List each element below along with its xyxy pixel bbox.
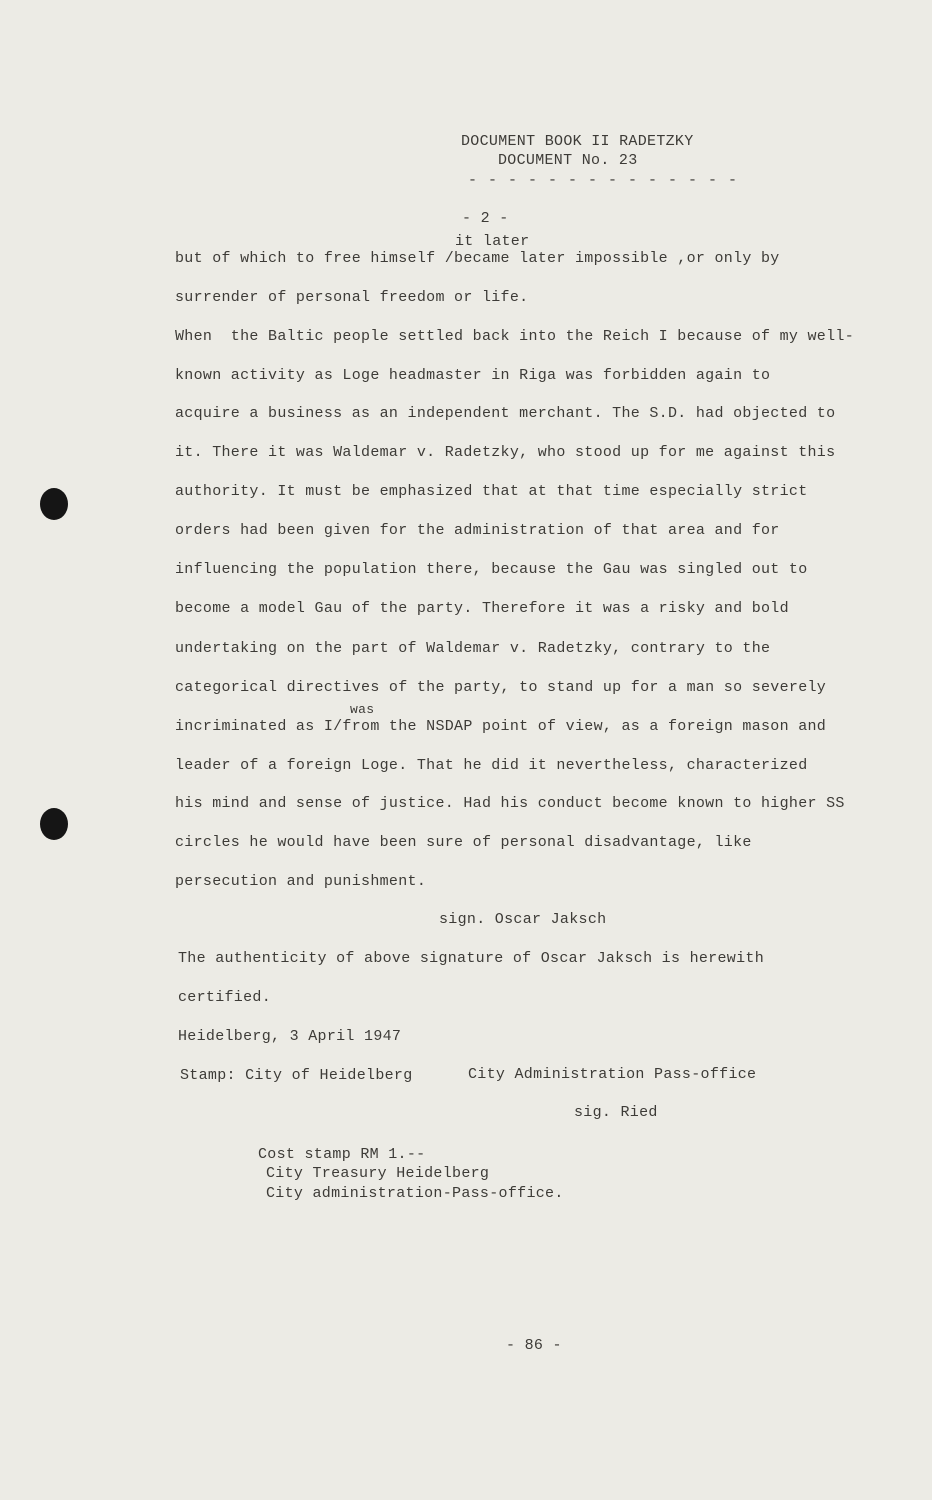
cost-stamp-line-1: Cost stamp RM 1.--	[258, 1146, 426, 1163]
body-line-16: circles he would have been sure of personal disadvantage, like	[175, 834, 752, 851]
place-date: Heidelberg, 3 April 1947	[178, 1028, 402, 1045]
punch-hole-top	[40, 488, 68, 520]
body-line-12: categorical directives of the party, to stand up for a man so severely	[175, 679, 827, 696]
body-line-13: incriminated as I/from the NSDAP point of view, as a foreign mason and	[175, 718, 827, 735]
body-line-8: orders had been given for the administration of that area and for	[175, 522, 780, 539]
cost-stamp-line-3: City administration-Pass-office.	[266, 1185, 564, 1202]
body-line-14: leader of a foreign Loge. That he did it nevertheless, characterized	[175, 757, 808, 774]
page-number: - 86 -	[506, 1337, 562, 1354]
stamp-left: Stamp: City of Heidelberg	[180, 1067, 413, 1084]
signature: sign. Oscar Jaksch	[439, 911, 607, 928]
certification-line-1: The authenticity of above signature of Oscar Jaksch is herewith	[178, 950, 764, 967]
page-marker: - 2 -	[462, 210, 509, 227]
body-line-11: undertaking on the part of Waldemar v. Radetzky, contrary to the	[175, 640, 771, 657]
stamp-right: City Administration Pass-office	[468, 1066, 757, 1083]
punch-hole-bottom	[40, 808, 68, 840]
body-line-17: persecution and punishment.	[175, 873, 427, 890]
header-doc-number: DOCUMENT No. 23	[498, 152, 638, 169]
certifier-signature: sig. Ried	[574, 1104, 658, 1121]
body-line-7: authority. It must be emphasized that at that time especially strict	[175, 483, 808, 500]
body-line-9: influencing the population there, because the Gau was singled out to	[175, 561, 808, 578]
body-line-3: When the Baltic people settled back into the Reich I because of my well-	[175, 328, 855, 345]
header-title: DOCUMENT BOOK II RADETZKY	[461, 133, 694, 150]
header-rule: - - - - - - - - - - - - - -	[468, 172, 739, 189]
interlinear-insert-2: was	[350, 702, 375, 717]
body-line-2: surrender of personal freedom or life.	[175, 289, 529, 306]
body-line-1: but of which to free himself /became later impossible ,or only by	[175, 250, 780, 267]
body-line-4: known activity as Loge headmaster in Riga was forbidden again to	[175, 367, 771, 384]
body-line-10: become a model Gau of the party. Therefore it was a risky and bold	[175, 600, 789, 617]
interlinear-insert-1: it later	[455, 233, 530, 250]
body-line-6: it. There it was Waldemar v. Radetzky, who stood up for me against this	[175, 444, 836, 461]
body-line-15: his mind and sense of justice. Had his conduct become known to higher SS	[175, 795, 845, 812]
cost-stamp-line-2: City Treasury Heidelberg	[266, 1165, 490, 1182]
body-line-5: acquire a business as an independent merchant. The S.D. had objected to	[175, 405, 836, 422]
certification-line-2: certified.	[178, 989, 272, 1006]
